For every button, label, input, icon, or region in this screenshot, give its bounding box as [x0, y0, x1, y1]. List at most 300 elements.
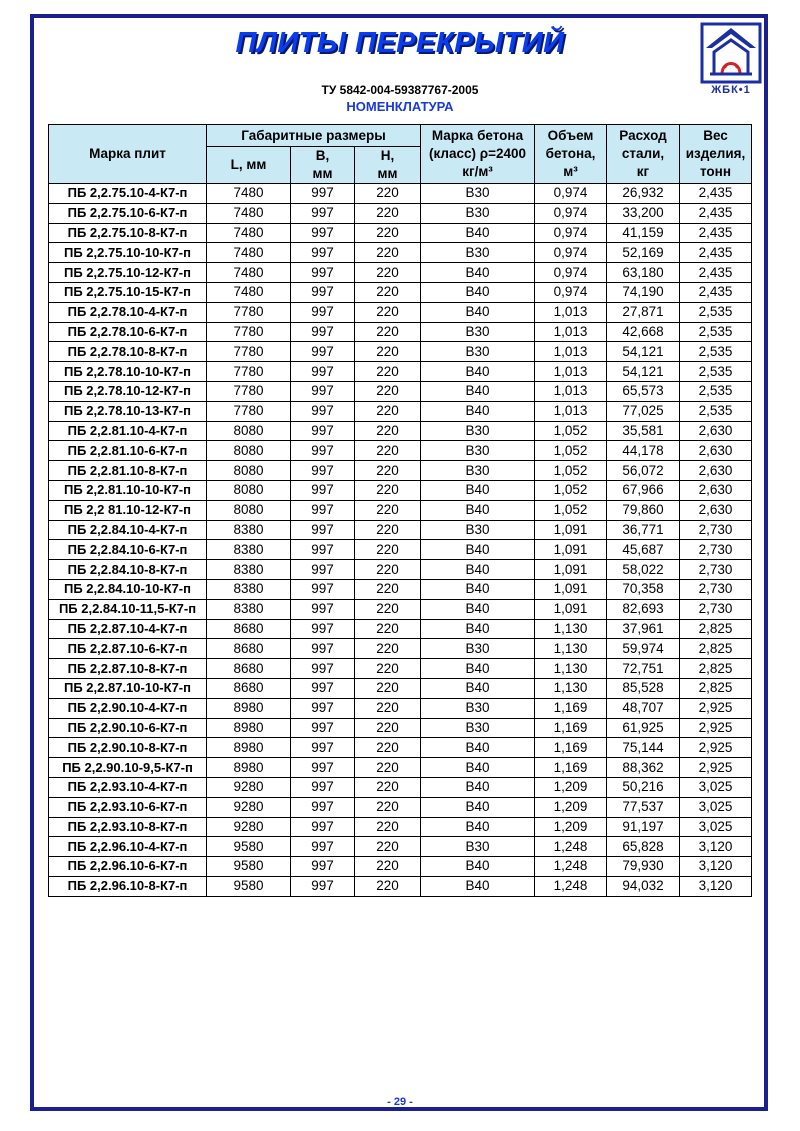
cell-height: 220	[355, 857, 421, 877]
cell-height: 220	[355, 599, 421, 619]
cell-volume: 1,013	[535, 302, 607, 322]
cell-weight: 2,730	[680, 520, 752, 540]
table-row	[49, 837, 752, 857]
table-row	[49, 738, 752, 758]
cell-length: 8980	[207, 758, 291, 778]
cell-mark: ПБ 2,2.90.10-6-К7-п	[49, 718, 207, 738]
cell-concrete: В40	[421, 659, 535, 679]
cell-volume: 1,052	[535, 461, 607, 481]
cell-length: 7480	[207, 203, 291, 223]
table-row	[49, 480, 752, 500]
cell-volume: 1,091	[535, 579, 607, 599]
cell-concrete: В40	[421, 381, 535, 401]
table-row	[49, 777, 752, 797]
cell-weight: 2,535	[680, 362, 752, 382]
cell-mark: ПБ 2,2.78.10-6-К7-п	[49, 322, 207, 342]
cell-concrete: В30	[421, 243, 535, 263]
cell-length: 7780	[207, 381, 291, 401]
table-row	[49, 579, 752, 599]
table-row	[49, 599, 752, 619]
cell-length: 8380	[207, 579, 291, 599]
cell-height: 220	[355, 639, 421, 659]
cell-height: 220	[355, 322, 421, 342]
cell-width: 997	[291, 560, 355, 580]
cell-height: 220	[355, 362, 421, 382]
cell-width: 997	[291, 698, 355, 718]
cell-steel: 26,932	[607, 184, 680, 204]
table-row	[49, 560, 752, 580]
cell-volume: 1,169	[535, 758, 607, 778]
cell-weight: 2,825	[680, 619, 752, 639]
cell-height: 220	[355, 837, 421, 857]
cell-steel: 61,925	[607, 718, 680, 738]
cell-width: 997	[291, 599, 355, 619]
cell-weight: 2,925	[680, 718, 752, 738]
cell-mark: ПБ 2,2.75.10-15-К7-п	[49, 282, 207, 302]
cell-volume: 1,130	[535, 678, 607, 698]
cell-volume: 1,013	[535, 362, 607, 382]
cell-length: 8080	[207, 441, 291, 461]
cell-width: 997	[291, 263, 355, 283]
cell-mark: ПБ 2,2.81.10-8-К7-п	[49, 461, 207, 481]
cell-mark: ПБ 2,2.84.10-11,5-К7-п	[49, 599, 207, 619]
cell-width: 997	[291, 817, 355, 837]
cell-length: 8680	[207, 619, 291, 639]
cell-steel: 79,860	[607, 500, 680, 520]
cell-concrete: В40	[421, 599, 535, 619]
cell-steel: 77,025	[607, 401, 680, 421]
cell-width: 997	[291, 282, 355, 302]
cell-mark: ПБ 2,2.93.10-8-К7-п	[49, 817, 207, 837]
table-row	[49, 362, 752, 382]
cell-volume: 1,091	[535, 520, 607, 540]
cell-width: 997	[291, 203, 355, 223]
table-row	[49, 302, 752, 322]
header-width: B, мм	[291, 147, 355, 184]
cell-length: 8380	[207, 540, 291, 560]
cell-concrete: В30	[421, 461, 535, 481]
table-row	[49, 857, 752, 877]
tu-code: ТУ 5842-004-59387767-2005	[321, 83, 479, 97]
header-concrete: Марка бетона (класс) ρ=2400 кг/м³	[421, 125, 535, 184]
cell-weight: 3,025	[680, 777, 752, 797]
cell-steel: 36,771	[607, 520, 680, 540]
cell-width: 997	[291, 837, 355, 857]
table-body	[49, 184, 752, 897]
cell-height: 220	[355, 282, 421, 302]
cell-mark: ПБ 2,2.84.10-6-К7-п	[49, 540, 207, 560]
cell-volume: 1,169	[535, 738, 607, 758]
page-title: ПЛИТЫ ПЕРЕКРЫТИЙ	[235, 27, 565, 59]
cell-mark: ПБ 2,2.90.10-8-К7-п	[49, 738, 207, 758]
cell-length: 8980	[207, 738, 291, 758]
cell-mark: ПБ 2,2.87.10-6-К7-п	[49, 639, 207, 659]
cell-concrete: В40	[421, 738, 535, 758]
cell-steel: 67,966	[607, 480, 680, 500]
cell-height: 220	[355, 540, 421, 560]
table-row	[49, 322, 752, 342]
cell-volume: 1,169	[535, 718, 607, 738]
cell-steel: 41,159	[607, 223, 680, 243]
cell-steel: 65,828	[607, 837, 680, 857]
cell-steel: 74,190	[607, 282, 680, 302]
cell-width: 997	[291, 738, 355, 758]
cell-weight: 2,730	[680, 540, 752, 560]
cell-volume: 1,013	[535, 342, 607, 362]
cell-concrete: В30	[421, 203, 535, 223]
cell-weight: 2,535	[680, 342, 752, 362]
cell-steel: 37,961	[607, 619, 680, 639]
cell-width: 997	[291, 857, 355, 877]
header-steel: Расход стали, кг	[607, 125, 680, 184]
cell-weight: 2,435	[680, 243, 752, 263]
cell-concrete: В40	[421, 223, 535, 243]
cell-volume: 0,974	[535, 223, 607, 243]
cell-steel: 54,121	[607, 362, 680, 382]
cell-volume: 1,013	[535, 381, 607, 401]
cell-mark: ПБ 2,2.84.10-4-К7-п	[49, 520, 207, 540]
cell-mark: ПБ 2,2.78.10-12-К7-п	[49, 381, 207, 401]
cell-length: 7480	[207, 263, 291, 283]
cell-weight: 2,925	[680, 738, 752, 758]
cell-length: 8380	[207, 599, 291, 619]
cell-height: 220	[355, 777, 421, 797]
table-row	[49, 461, 752, 481]
cell-concrete: В40	[421, 302, 535, 322]
cell-length: 8080	[207, 461, 291, 481]
cell-height: 220	[355, 619, 421, 639]
cell-concrete: В30	[421, 342, 535, 362]
cell-concrete: В40	[421, 857, 535, 877]
logo-emblem-icon	[700, 22, 762, 84]
cell-concrete: В40	[421, 560, 535, 580]
cell-height: 220	[355, 401, 421, 421]
cell-weight: 2,730	[680, 579, 752, 599]
cell-weight: 2,435	[680, 203, 752, 223]
cell-concrete: В30	[421, 718, 535, 738]
cell-steel: 58,022	[607, 560, 680, 580]
cell-volume: 1,169	[535, 698, 607, 718]
cell-mark: ПБ 2,2.78.10-4-К7-п	[49, 302, 207, 322]
cell-mark: ПБ 2,2.87.10-8-К7-п	[49, 659, 207, 679]
header-mark: Марка плит	[49, 125, 207, 184]
cell-mark: ПБ 2,2.87.10-4-К7-п	[49, 619, 207, 639]
cell-volume: 1,130	[535, 639, 607, 659]
table-row	[49, 718, 752, 738]
cell-height: 220	[355, 223, 421, 243]
cell-steel: 56,072	[607, 461, 680, 481]
cell-width: 997	[291, 362, 355, 382]
cell-length: 7780	[207, 322, 291, 342]
cell-mark: ПБ 2,2.75.10-8-К7-п	[49, 223, 207, 243]
cell-concrete: В40	[421, 758, 535, 778]
cell-height: 220	[355, 421, 421, 441]
table-row	[49, 520, 752, 540]
cell-width: 997	[291, 579, 355, 599]
cell-width: 997	[291, 223, 355, 243]
cell-length: 7480	[207, 243, 291, 263]
cell-volume: 1,209	[535, 817, 607, 837]
cell-mark: ПБ 2,2.75.10-4-К7-п	[49, 184, 207, 204]
cell-height: 220	[355, 698, 421, 718]
cell-width: 997	[291, 777, 355, 797]
cell-concrete: В30	[421, 639, 535, 659]
cell-width: 997	[291, 500, 355, 520]
cell-mark: ПБ 2,2.78.10-8-К7-п	[49, 342, 207, 362]
cell-volume: 1,209	[535, 777, 607, 797]
cell-mark: ПБ 2,2.90.10-4-К7-п	[49, 698, 207, 718]
cell-volume: 0,974	[535, 282, 607, 302]
cell-volume: 1,052	[535, 441, 607, 461]
cell-concrete: В30	[421, 184, 535, 204]
cell-volume: 1,091	[535, 599, 607, 619]
cell-length: 7780	[207, 302, 291, 322]
cell-weight: 2,630	[680, 500, 752, 520]
cell-volume: 1,130	[535, 619, 607, 639]
cell-mark: ПБ 2,2 81.10-12-К7-п	[49, 500, 207, 520]
cell-steel: 59,974	[607, 639, 680, 659]
cell-weight: 3,025	[680, 797, 752, 817]
cell-height: 220	[355, 817, 421, 837]
page-number: - 29 -	[387, 1096, 413, 1108]
table-row	[49, 619, 752, 639]
header-length: L, мм	[207, 147, 291, 184]
cell-width: 997	[291, 718, 355, 738]
table-row	[49, 401, 752, 421]
cell-volume: 1,091	[535, 560, 607, 580]
cell-length: 8680	[207, 639, 291, 659]
cell-weight: 2,825	[680, 639, 752, 659]
cell-volume: 0,974	[535, 263, 607, 283]
cell-length: 8680	[207, 659, 291, 679]
cell-height: 220	[355, 203, 421, 223]
cell-concrete: В40	[421, 362, 535, 382]
cell-weight: 2,730	[680, 560, 752, 580]
cell-width: 997	[291, 797, 355, 817]
cell-weight: 2,630	[680, 441, 752, 461]
cell-concrete: В40	[421, 579, 535, 599]
cell-height: 220	[355, 797, 421, 817]
cell-weight: 2,435	[680, 223, 752, 243]
cell-volume: 1,052	[535, 480, 607, 500]
cell-height: 220	[355, 500, 421, 520]
cell-concrete: В30	[421, 421, 535, 441]
cell-mark: ПБ 2,2.93.10-6-К7-п	[49, 797, 207, 817]
cell-volume: 1,052	[535, 500, 607, 520]
header-height: H, мм	[355, 147, 421, 184]
cell-mark: ПБ 2,2.96.10-6-К7-п	[49, 857, 207, 877]
cell-width: 997	[291, 461, 355, 481]
cell-width: 997	[291, 619, 355, 639]
cell-length: 9580	[207, 857, 291, 877]
cell-weight: 2,535	[680, 401, 752, 421]
cell-volume: 1,013	[535, 401, 607, 421]
cell-concrete: В40	[421, 797, 535, 817]
cell-mark: ПБ 2,2.75.10-12-К7-п	[49, 263, 207, 283]
cell-steel: 48,707	[607, 698, 680, 718]
table-row	[49, 184, 752, 204]
cell-height: 220	[355, 579, 421, 599]
cell-height: 220	[355, 718, 421, 738]
cell-mark: ПБ 2,2.75.10-10-К7-п	[49, 243, 207, 263]
cell-height: 220	[355, 738, 421, 758]
cell-height: 220	[355, 342, 421, 362]
cell-length: 7480	[207, 282, 291, 302]
table-row	[49, 243, 752, 263]
cell-concrete: В30	[421, 837, 535, 857]
table-row	[49, 342, 752, 362]
cell-mark: ПБ 2,2.87.10-10-К7-п	[49, 678, 207, 698]
cell-height: 220	[355, 876, 421, 896]
cell-width: 997	[291, 758, 355, 778]
cell-length: 9280	[207, 797, 291, 817]
cell-width: 997	[291, 520, 355, 540]
cell-steel: 72,751	[607, 659, 680, 679]
table-row	[49, 203, 752, 223]
table-row	[49, 282, 752, 302]
cell-volume: 1,209	[535, 797, 607, 817]
cell-length: 9280	[207, 817, 291, 837]
cell-concrete: В40	[421, 619, 535, 639]
table-row	[49, 223, 752, 243]
table-row	[49, 381, 752, 401]
cell-concrete: В40	[421, 263, 535, 283]
table-row	[49, 441, 752, 461]
cell-steel: 75,144	[607, 738, 680, 758]
cell-steel: 42,668	[607, 322, 680, 342]
cell-weight: 3,120	[680, 857, 752, 877]
cell-steel: 65,573	[607, 381, 680, 401]
cell-mark: ПБ 2,2.81.10-6-К7-п	[49, 441, 207, 461]
cell-weight: 3,120	[680, 837, 752, 857]
cell-height: 220	[355, 184, 421, 204]
table-row	[49, 421, 752, 441]
cell-height: 220	[355, 758, 421, 778]
cell-length: 8980	[207, 698, 291, 718]
cell-mark: ПБ 2,2.75.10-6-К7-п	[49, 203, 207, 223]
cell-concrete: В40	[421, 817, 535, 837]
cell-weight: 2,435	[680, 263, 752, 283]
cell-length: 8080	[207, 500, 291, 520]
cell-length: 8680	[207, 678, 291, 698]
cell-steel: 33,200	[607, 203, 680, 223]
cell-width: 997	[291, 243, 355, 263]
table-row	[49, 639, 752, 659]
cell-height: 220	[355, 441, 421, 461]
cell-width: 997	[291, 659, 355, 679]
cell-weight: 2,825	[680, 678, 752, 698]
cell-steel: 27,871	[607, 302, 680, 322]
cell-steel: 54,121	[607, 342, 680, 362]
cell-weight: 2,925	[680, 758, 752, 778]
cell-steel: 50,216	[607, 777, 680, 797]
cell-weight: 2,925	[680, 698, 752, 718]
cell-weight: 3,025	[680, 817, 752, 837]
cell-volume: 1,091	[535, 540, 607, 560]
cell-mark: ПБ 2,2.96.10-8-К7-п	[49, 876, 207, 896]
cell-length: 7780	[207, 401, 291, 421]
table-row	[49, 263, 752, 283]
cell-height: 220	[355, 381, 421, 401]
cell-steel: 44,178	[607, 441, 680, 461]
header-dimensions: Габаритные размеры	[207, 125, 421, 147]
cell-width: 997	[291, 421, 355, 441]
cell-concrete: В40	[421, 540, 535, 560]
cell-mark: ПБ 2,2.78.10-13-К7-п	[49, 401, 207, 421]
table-row	[49, 659, 752, 679]
cell-volume: 0,974	[535, 184, 607, 204]
cell-volume: 1,052	[535, 421, 607, 441]
table-row	[49, 758, 752, 778]
cell-height: 220	[355, 480, 421, 500]
cell-width: 997	[291, 678, 355, 698]
cell-length: 7780	[207, 342, 291, 362]
cell-volume: 1,248	[535, 876, 607, 896]
cell-weight: 2,535	[680, 381, 752, 401]
cell-concrete: В30	[421, 698, 535, 718]
cell-length: 7480	[207, 184, 291, 204]
cell-mark: ПБ 2,2.81.10-10-К7-п	[49, 480, 207, 500]
cell-length: 8080	[207, 421, 291, 441]
cell-volume: 0,974	[535, 243, 607, 263]
cell-height: 220	[355, 560, 421, 580]
cell-volume: 1,248	[535, 857, 607, 877]
cell-weight: 2,435	[680, 184, 752, 204]
logo-text: ЖБК•1	[711, 84, 751, 96]
cell-steel: 77,537	[607, 797, 680, 817]
cell-width: 997	[291, 441, 355, 461]
cell-height: 220	[355, 243, 421, 263]
cell-steel: 94,032	[607, 876, 680, 896]
cell-mark: ПБ 2,2.90.10-9,5-К7-п	[49, 758, 207, 778]
nomenclature-table	[48, 124, 752, 897]
cell-width: 997	[291, 381, 355, 401]
cell-length: 8080	[207, 480, 291, 500]
cell-length: 7480	[207, 223, 291, 243]
cell-mark: ПБ 2,2.93.10-4-К7-п	[49, 777, 207, 797]
cell-volume: 1,013	[535, 322, 607, 342]
cell-width: 997	[291, 639, 355, 659]
cell-concrete: В30	[421, 520, 535, 540]
cell-steel: 63,180	[607, 263, 680, 283]
table-row	[49, 817, 752, 837]
header-volume: Объем бетона, м³	[535, 125, 607, 184]
cell-steel: 88,362	[607, 758, 680, 778]
cell-width: 997	[291, 401, 355, 421]
subtitle: НОМЕНКЛАТУРА	[346, 99, 454, 114]
cell-concrete: В40	[421, 876, 535, 896]
cell-volume: 0,974	[535, 203, 607, 223]
cell-concrete: В40	[421, 777, 535, 797]
cell-length: 8380	[207, 560, 291, 580]
cell-weight: 2,535	[680, 322, 752, 342]
cell-volume: 1,130	[535, 659, 607, 679]
cell-steel: 70,358	[607, 579, 680, 599]
cell-steel: 79,930	[607, 857, 680, 877]
cell-steel: 52,169	[607, 243, 680, 263]
cell-length: 8380	[207, 520, 291, 540]
cell-steel: 45,687	[607, 540, 680, 560]
cell-height: 220	[355, 520, 421, 540]
cell-steel: 35,581	[607, 421, 680, 441]
cell-height: 220	[355, 659, 421, 679]
cell-mark: ПБ 2,2.78.10-10-К7-п	[49, 362, 207, 382]
cell-length: 7780	[207, 362, 291, 382]
cell-volume: 1,248	[535, 837, 607, 857]
cell-steel: 85,528	[607, 678, 680, 698]
cell-concrete: В40	[421, 678, 535, 698]
cell-length: 9580	[207, 876, 291, 896]
